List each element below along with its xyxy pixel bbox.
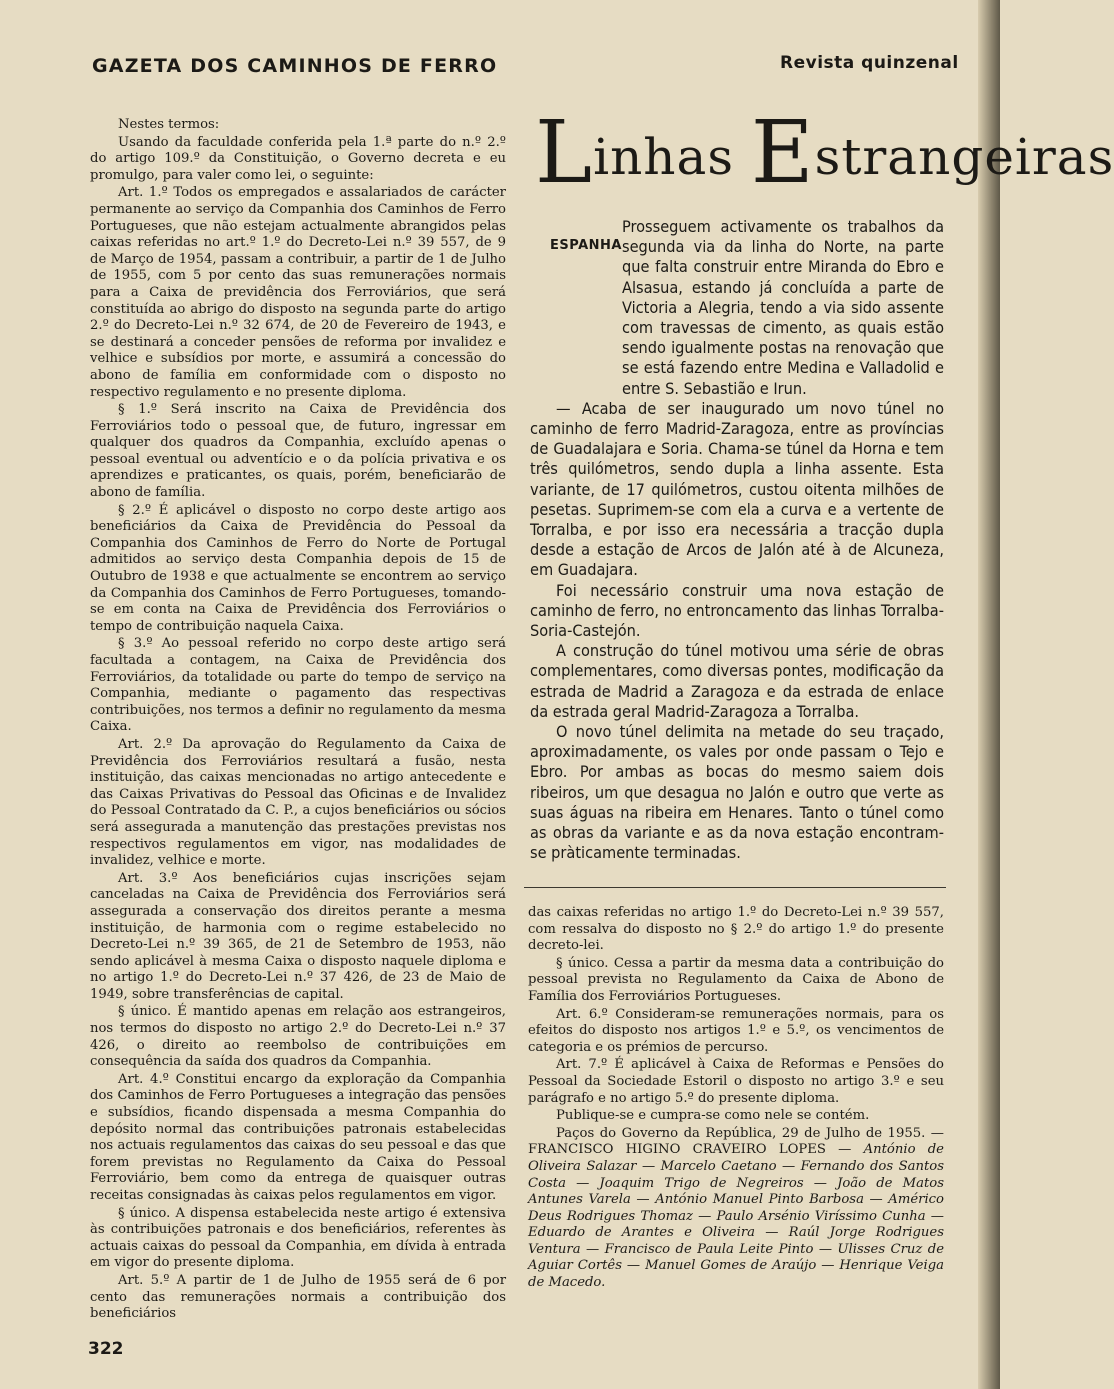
paragraph: Art. 4.º Constitui encargo da exploração da Companhia dos Caminhos de Ferro Portugueses a integração das pensões e subsídios, ficando dispensada a mesma Companhia do depósito normal das contribuições patronais estabelecidas nos actuais regulamentos das caixas do seu pessoal e das que forem previstas no Regulamento da Caixa do Pessoal Ferroviário, bem como da entrega de quaisquer outras receitas consignadas às caixas pelos regulamentos em vigor. [90, 1071, 506, 1203]
paragraph: § único. É mantido apenas em relação aos estrangeiros, nos termos do disposto no artigo 2.º do Decreto-Lei n.º 37 426, o direito ao reembolso de contribuições em consequência da saída dos quadros da Companhia. [90, 1004, 506, 1070]
paragraph: § 1.º Será inscrito na Caixa de Previdência dos Ferroviários todo o pessoal que, de futuro, ingressar em qualquer dos quadros da Companhia, excluído apenas o pessoal eventual ou adventício e o da polícia privativa e os aprendizes e praticantes, os quais, porém, beneficiarão de abono de família. [90, 402, 506, 501]
paragraph: Usando da faculdade conferida pela 1.ª parte do n.º 2.º do artigo 109.º da Constituição, o Governo decreta e eu promulgo, para valer como lei, o seguinte: [90, 134, 506, 183]
left-column [90, 117, 506, 1324]
heading-text: inhas [593, 128, 751, 186]
heading-initial: E [750, 103, 815, 203]
paragraph: Prosseguem activamente os trabalhos da segunda via da linha do Norte, na parte que falta construir entre Miranda do Ebro e Alsasua, estando já concluída a parte de Victoria a Alegria, tendo a via sido assente com travessas de cimento, as quais estão sendo igualmente postas na renovação que se está fazendo entre Medina e Valladolid e entre S. Sebastião e Irun. [622, 217, 944, 398]
signature-block [528, 1126, 944, 1292]
paragraph: Art. 2.º Da aprovação do Regulamento da Caixa de Previdência dos Ferroviários resultará a fusão, nesta instituição, das caixas mencionadas no artigo antecedente e das Caixas Privativas do Pessoal das Oficinas e de Invalidez do Pessoal Contratado da C. P., a cujos beneficiários ou sócios será assegurada a manutenção das prestações previstas nos respectivos regulamentos em vigor, nas modalidades de invalidez, velhice e morte. [90, 736, 506, 869]
paragraph: das caixas referidas no artigo 1.º do Decreto-Lei n.º 39 557, com ressalva do disposto no § 2.º do artigo 1.º do presente decreto-lei. [528, 905, 944, 954]
divider [524, 887, 946, 888]
country-label: ESPANHA [550, 238, 622, 253]
paragraph: Publique-se e cumpra-se como nele se contém. [556, 1108, 870, 1124]
heading-initial: L [535, 103, 594, 203]
paragraph: A construção do túnel motivou uma série de obras complementares, como diversas pontes, modificação da estrada de Madrid a Zaragoza e da estrada de enlace da estrada geral Madrid-Zaragoza a Torralba. [530, 641, 944, 721]
paragraph: § 2.º É aplicável o disposto no corpo deste artigo aos beneficiários da Caixa de Previdência do Pessoal da Companhia dos Caminhos de Ferro do Norte de Portugal admitidos ao serviço desta Companhia depois de 15 de Outubro de 1938 e que actualmente se encontrem ao serviço da Companhia dos Caminhos de Ferro Portugueses, tomando-se em conta na Caixa de Previdência dos Ferroviários o tempo de contribuição naquela Caixa. [90, 502, 506, 634]
paragraph: Art. 3.º Aos beneficiários cujas inscrições sejam canceladas na Caixa de Previdência dos Ferroviários será assegurada a conservação dos direitos perante a mesma instituição, de harmonia com o regime estabelecido no Decreto-Lei n.º 39 365, de 21 de Setembro de 1953, não sendo aplicável à mesma Caixa o disposto naquele diploma e no artigo 1.º do Decreto-Lei n.º 37 426, de 23 de Maio de 1949, sobre transferências de capital. [90, 870, 506, 1002]
paragraph: Art. 5.º A partir de 1 de Julho de 1955 será de 6 por cento das remunerações normais a contribuição dos beneficiários [90, 1272, 506, 1322]
paragraph: O novo túnel delimita na metade do seu traçado, aproximadamente, os vales por onde passam o Tejo e Ebro. Por ambas as bocas do mesmo saiem dois ribeiros, um que desagua no Jalón e outro que verte as suas águas na ribeira em Henares. Tanto o túnel como as obras da variante e as da nova estação encontram-se pràticamente terminadas. [530, 722, 944, 863]
page-number: 322 [88, 1339, 124, 1359]
page-edge [978, 0, 1000, 1389]
paragraph: Foi necessário construir uma nova estação de caminho de ferro, no entroncamento das linhas Torralba-Soria-Castejón. [530, 580, 944, 641]
paragraph: Art. 7.º É aplicável à Caixa de Reformas e Pensões do Pessoal da Sociedade Estoril o disposto no artigo 3.º e seu parágrafo e no artigo 5.º do presente diploma. [528, 1057, 944, 1106]
signatories: António de Oliveira Salazar — Marcelo Caetano — Fernando dos Santos Costa — Joaquim Trigo de Negreiros — João de Matos Antunes Varela — António Manuel Pinto Barbosa — Américo Deus Rodrigues Thomaz — Paulo Arsénio Viríssimo Cunha — Eduardo de Arantes e Oliveira — Raúl Jorge Rodrigues Ventura — Francisco de Paula Leite Pinto — Ulisses Cruz de Aguiar Cortês — Manuel Gomes de Araújo — Henrique Veiga de Macedo. [528, 1142, 944, 1291]
paragraph: Art. 6.º Consideram-se remunerações normais, para os efeitos do disposto nos artigos 1.º e 5.º, os vencimentos de categoria e os prémios de percurso. [528, 1006, 944, 1055]
right-column-continuation [528, 905, 944, 1293]
heading-text: strangeiras [814, 128, 1114, 186]
paragraph: § único. Cessa a partir da mesma data a contribuição do pessoal prevista no Regulamento da Caixa de Abono de Família dos Ferroviários Portugueses. [528, 955, 944, 1004]
foreign-lines-article [530, 217, 944, 864]
paragraph: Nestes termos: [118, 117, 220, 132]
paragraph: — Acaba de ser inaugurado um novo túnel no caminho de ferro Madrid-Zaragoza, entre as províncias de Guadalajara e Soria. Chama-se túnel da Horna e tem três quilómetros, sendo dupla a linha assente. Esta variante, de 17 quilómetros, custou oitenta milhões de pesetas. Suprimem-se com ela a curva e a vertente de Torralba, e por isso era necessária a tracção dupla desde a estação de Arcos de Jalón até à de Alcuneza, em Guadajara. [530, 398, 944, 580]
signature-intro: Paços do Governo da República, 29 de Julho de 1955. — FRANCISCO HIGINO CRAVEIRO LOPES — [528, 1125, 944, 1158]
masthead-title: GAZETA DOS CAMINHOS DE FERRO [92, 55, 498, 77]
masthead-subtitle: Revista quinzenal [780, 53, 959, 73]
paragraph: § 3.º Ao pessoal referido no corpo deste artigo será facultada a contagem, na Caixa de Previdência dos Ferroviários, da totalidade ou parte do tempo de serviço na Companhia, mediante o pagamento das respectivas contribuições, nos termos a definir no regulamento da mesma Caixa. [90, 636, 506, 735]
paragraph: Art. 1.º Todos os empregados e assalariados de carácter permanente ao serviço da Companhia dos Caminhos de Ferro Portugueses, que não estejam actualmente abrangidos pelas caixas referidas no art.º 1.º do Decreto-Lei n.º 39 557, de 9 de Março de 1954, passam a contribuir, a partir de 1 de Julho de 1955, com 5 por cento das suas remunerações normais para a Caixa de previdência dos Ferroviários, que será constituída ao abrigo do disposto na segunda parte do artigo 2.º do Decreto-Lei n.º 32 674, de 20 de Fevereiro de 1943, e se destinará a conceder pensões de reforma por invalidez e velhice e subsídios por morte, e assumirá a concessão do abono de família em conformidade com o disposto no respectivo regulamento e no presente diploma. [90, 185, 506, 400]
paragraph: § único. A dispensa estabelecida neste artigo é extensiva às contribuições patronais e dos beneficiários, referentes às actuais caixas do pessoal da Companhia, em dívida à entrada em vigor do presente diploma. [90, 1205, 506, 1271]
section-heading [535, 103, 1114, 203]
